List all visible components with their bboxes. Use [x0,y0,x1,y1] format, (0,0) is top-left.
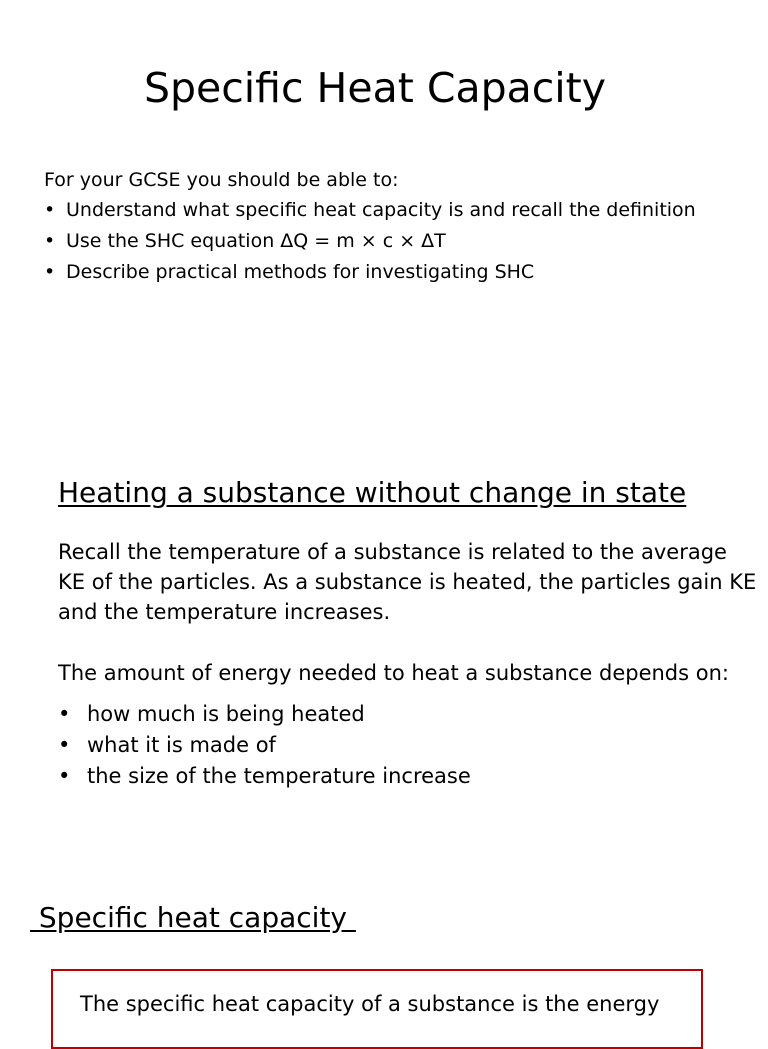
bullet-icon: • [58,764,71,788]
factor-item [58,730,471,761]
factor-text: the size of the temperature increase [87,764,471,788]
page-title: Specific Heat Capacity [143,64,607,112]
objective-text: Understand what specific heat capacity is and recall the definition [66,199,696,221]
definition-text: The specific heat capacity of a substance is the energy [80,992,660,1016]
bullet-icon: • [44,261,56,283]
objectives-list [44,195,744,288]
bullet-icon: • [44,199,56,221]
factor-text: what it is made of [87,733,276,757]
temperature-paragraph: Recall the temperature of a substance is related to the average KE of the particles. As a substance is heated, the particles gain KE and the temperature increases. [58,540,757,624]
section-heading: Heating a substance without change in state [58,476,687,509]
objective-text: Describe practical methods for investigating SHC [66,261,535,283]
factor-text: how much is being heated [87,702,365,726]
bullet-icon: • [58,702,71,726]
bullet-icon: • [58,733,71,757]
objective-item [44,195,744,226]
objectives-heading: For your GCSE you should be able to: [44,169,399,191]
objective-item [44,226,744,257]
learning-objectives [44,165,744,288]
objective-item [44,257,744,288]
shc-heading: Specific heat capacity [30,901,356,934]
bullet-icon: • [44,230,56,252]
factor-item [58,761,471,792]
objective-text: Use the SHC equation ΔQ = m × c × ΔT [66,230,446,252]
factor-item [58,699,471,730]
energy-paragraph: The amount of energy needed to heat a substance depends on: [58,661,729,685]
factors-list [58,699,471,792]
definition-box [51,969,703,1049]
